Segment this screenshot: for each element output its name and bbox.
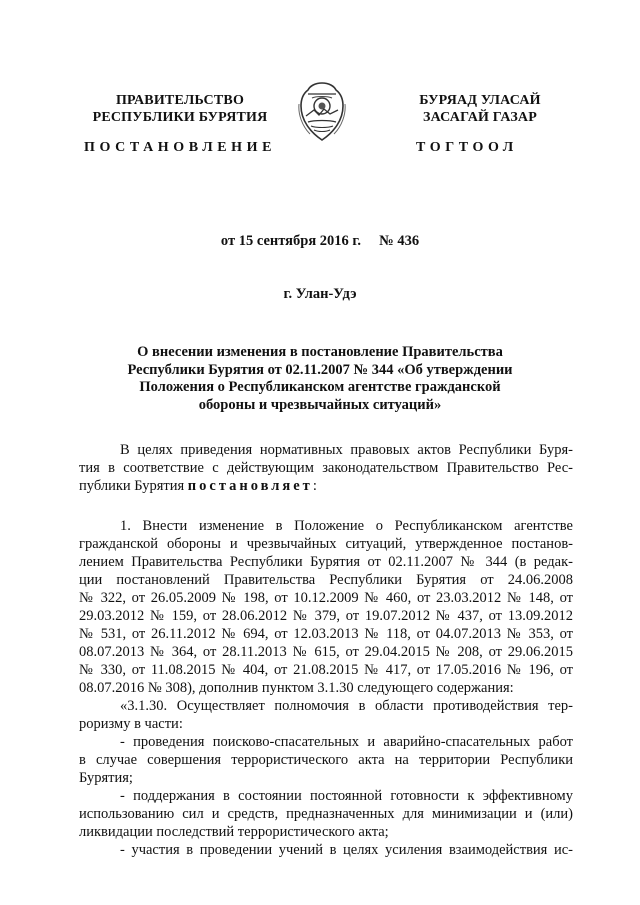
body-line: гражданской обороны и чрезвычайных ситуаций, утвержденное постанов- xyxy=(79,536,573,552)
title-line: обороны и чрезвычайных ситуаций» xyxy=(198,396,442,413)
preamble-paragraph xyxy=(79,441,573,495)
body-line: 08.07.2013 № 364, от 28.11.2013 № 615, от 29.04.2015 № 208, от 29.06.2015 xyxy=(79,644,573,660)
issuer-bua-line1: БУРЯАД УЛАСАЙ xyxy=(419,93,541,108)
body-line: роризму в части: xyxy=(79,716,183,732)
doc-type-bua: ТОГТООЛ xyxy=(416,140,518,155)
title-line: Республики Бурятия от 02.11.2007 № 344 «Об утверждении xyxy=(127,361,513,378)
body-line: ции постановлений Правительства Республики Бурятия от 24.06.2008 xyxy=(79,572,573,588)
body-line: № 330, от 11.08.2015 № 404, от 21.08.2015 № 417, от 17.05.2016 № 196, от xyxy=(79,662,573,678)
body-line: 1. Внести изменение в Положение о Республиканском агентстве xyxy=(120,518,573,534)
preamble-line: В целях приведения нормативных правовых актов Республики Буря- xyxy=(120,442,573,458)
date-and-number: от 15 сентября 2016 г. № 436 xyxy=(220,233,420,249)
body-line: 29.03.2012 № 159, от 28.06.2012 № 379, от 19.07.2012 № 437, от 13.09.2012 xyxy=(79,608,573,624)
title-line: О внесении изменения в постановление Правительства xyxy=(137,344,503,360)
issuer-ru xyxy=(80,92,280,126)
body-line: лением Правительства Республики Бурятия от 02.11.2007 № 344 (в редак- xyxy=(79,554,573,570)
preamble-line xyxy=(79,477,573,495)
body-line: в случае совершения террористического акта на территории Республики xyxy=(79,752,573,768)
item-1-paragraph xyxy=(79,517,573,859)
body-line: ликвидации последствий террористического акта; xyxy=(79,824,389,840)
body-line: - проведения поисково-спасательных и аварийно-спасательных работ xyxy=(120,734,573,750)
body-line: - поддержания в состоянии постоянной готовности к эффективному xyxy=(120,788,573,804)
coat-of-arms-icon xyxy=(296,80,348,144)
body-line: № 322, от 26.05.2009 № 198, от 10.12.2009 № 460, от 23.03.2012 № 148, от xyxy=(79,590,573,606)
body-line: использованию сил и средств, предназначенных для минимизации и (или) xyxy=(79,806,573,822)
body-line: «3.1.30. Осуществляет полномочия в области противодействия тер- xyxy=(120,698,573,714)
issuer-ru-line2: РЕСПУБЛИКИ БУРЯТИЯ xyxy=(92,110,268,125)
body-line: Бурятия; xyxy=(79,770,133,786)
doc-type-ru: ПОСТАНОВЛЕНИЕ xyxy=(84,140,277,155)
title-line: Положения о Республиканском агентстве гражданской xyxy=(139,379,501,395)
body-line: № 531, от 26.11.2012 № 694, от 12.03.2013 № 118, от 04.07.2013 № 353, от xyxy=(79,626,573,642)
preamble-line: тия в соответствие с действующим законодательством Правительство Рес- xyxy=(79,460,573,476)
preamble-text: публики Бурятия xyxy=(79,478,188,494)
body-line: 08.07.2016 № 308), дополнив пунктом 3.1.30 следующего содержания: xyxy=(79,680,514,696)
body-line: - участия в проведении учений в целях усиления взаимодействия ис- xyxy=(120,842,573,858)
document-title xyxy=(120,344,520,414)
preamble-colon: : xyxy=(312,478,317,494)
city: г. Улан-Удэ xyxy=(283,286,357,302)
issuer-bua-line2: ЗАСАГАЙ ГАЗАР xyxy=(422,110,537,125)
resolves-word: постановляет xyxy=(187,478,313,494)
issuer-ru-line1: ПРАВИТЕЛЬСТВО xyxy=(115,93,245,108)
issuer-bua xyxy=(380,92,580,126)
